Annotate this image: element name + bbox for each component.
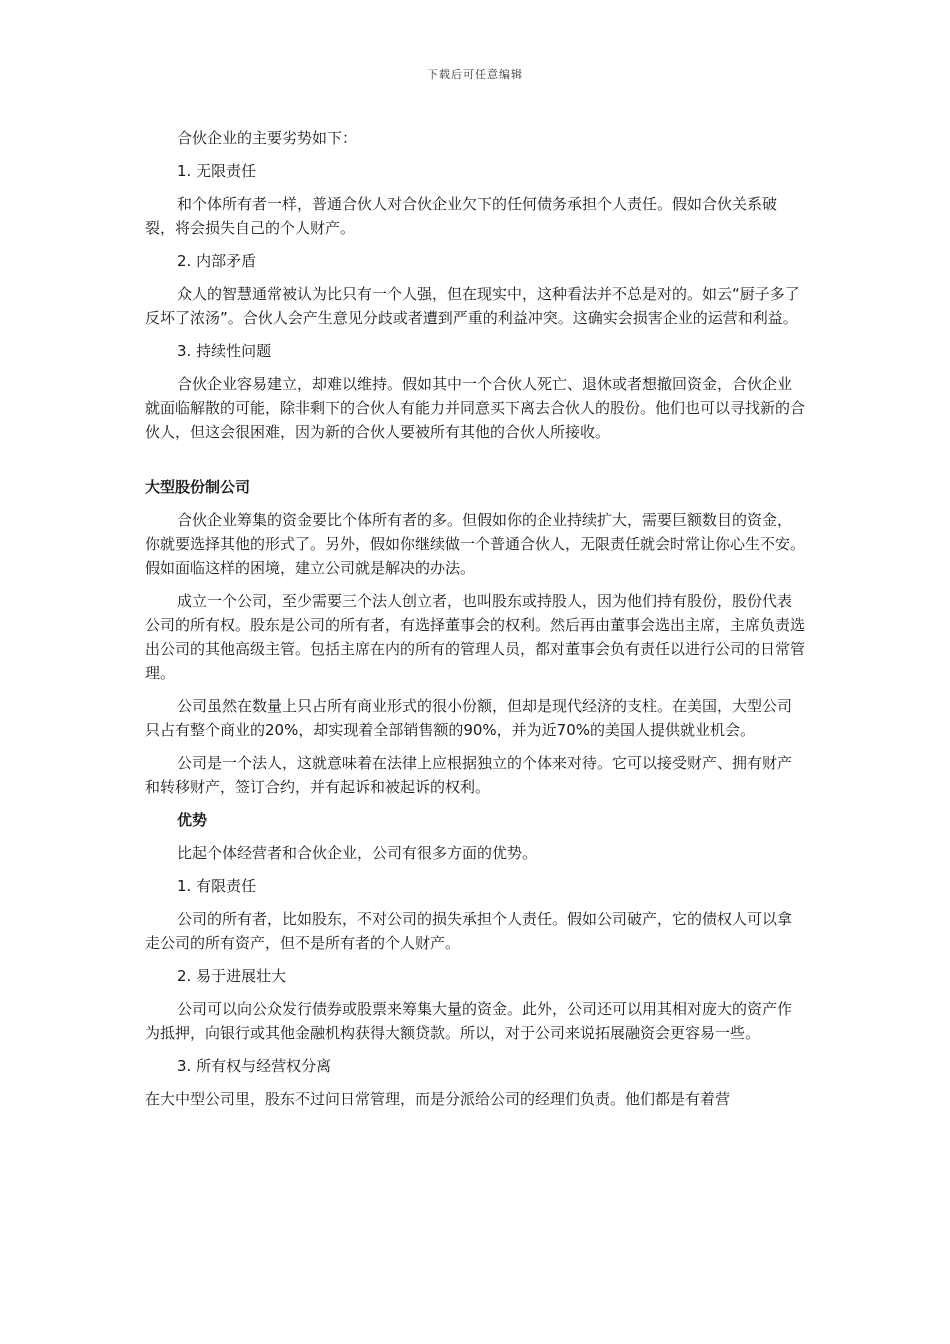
partnership-item1-text: 和个体所有者一样，普通合伙人对合伙企业欠下的任何债务承担个人责任。假如合伙关系破裂，将会损失自己的个人财产。	[145, 195, 778, 237]
advantages-heading: 优势	[177, 811, 208, 829]
advantages-item1-title: 1. 有限责任	[177, 877, 257, 895]
partnership-item1-title: 1. 无限责任	[177, 162, 257, 180]
advantages-item2-text: 公司可以向公众发行债券或股票来筹集大量的资金。此外，公司还可以用其相对庞大的资产作为抵押，向银行或其他金融机构获得大额贷款。所以，对于公司来说拓展融资会更容易一些。	[145, 1000, 793, 1042]
corporation-heading: 大型股份制公司	[145, 478, 251, 496]
partnership-item2-text: 众人的智慧通常被认为比只有一个人强，但在现实中，这种看法并不总是对的。如云“厨子多了反坏了浓汤”。合伙人会产生意见分歧或者遭到严重的利益冲突。这确实会损害企业的运营和利益。	[145, 285, 800, 327]
section-gap	[145, 453, 805, 475]
advantages-item3-text: 在大中型公司里，股东不过问日常管理，而是分派给公司的经理们负责。他们都是有着营	[145, 1090, 731, 1108]
corporation-para2: 成立一个公司，至少需要三个法人创立者，也叫股东或持股人，因为他们持有股份，股份代表公司的所有权。股东是公司的所有者，有选择董事会的权利。然后再由董事会选出主席，主席负责选出公司的其他高级主管。包括主席在内的所有的管理人员，都对董事会负有责任以进行公司的日常管理。	[145, 592, 806, 682]
partnership-intro: 合伙企业的主要劣势如下：	[177, 129, 358, 147]
advantages-item1-text: 公司的所有者，比如股东，不对公司的损失承担个人责任。假如公司破产，它的债权人可以拿走公司的所有资产，但不是所有者的个人财产。	[145, 910, 793, 952]
advantages-intro: 比起个体经营者和合伙企业，公司有很多方面的优势。	[177, 844, 538, 862]
advantages-item2-title: 2. 易于进展壮大	[177, 967, 287, 985]
corporation-para4: 公司是一个法人，这就意味着在法律上应根据独立的个体来对待。它可以接受财产、拥有财产和转移财产，签订合约，并有起诉和被起诉的权利。	[145, 754, 793, 796]
advantages-item3-title: 3. 所有权与经营权分离	[177, 1057, 332, 1075]
corporation-para1: 合伙企业筹集的资金要比个体所有者的多。但假如你的企业持续扩大，需要巨额数目的资金，你就要选择其他的形式了。另外，假如你继续做一个普通合伙人，无限责任就会时常让你心生不安。假如面临这样的困境，建立公司就是解决的办法。	[145, 511, 806, 577]
partnership-item3-text: 合伙企业容易建立，却难以维持。假如其中一个合伙人死亡、退休或者想撤回资金，合伙企业就面临解散的可能，除非剩下的合伙人有能力并同意买下离去合伙人的股份。他们也可以寻找新的合伙人，但这会很困难，因为新的合伙人要被所有其他的合伙人所接收。	[145, 375, 806, 441]
partnership-item3-title: 3. 持续性问题	[177, 342, 272, 360]
header-note: 下载后可任意编辑	[427, 68, 523, 81]
partnership-item2-title: 2. 内部矛盾	[177, 252, 257, 270]
document-body	[145, 126, 805, 1120]
corporation-para3: 公司虽然在数量上只占所有商业形式的很小份额，但却是现代经济的支柱。在美国，大型公司只占有整个商业的20%，却实现着全部销售额的90%，并为近70%的美国人提供就业机会。	[145, 697, 793, 739]
